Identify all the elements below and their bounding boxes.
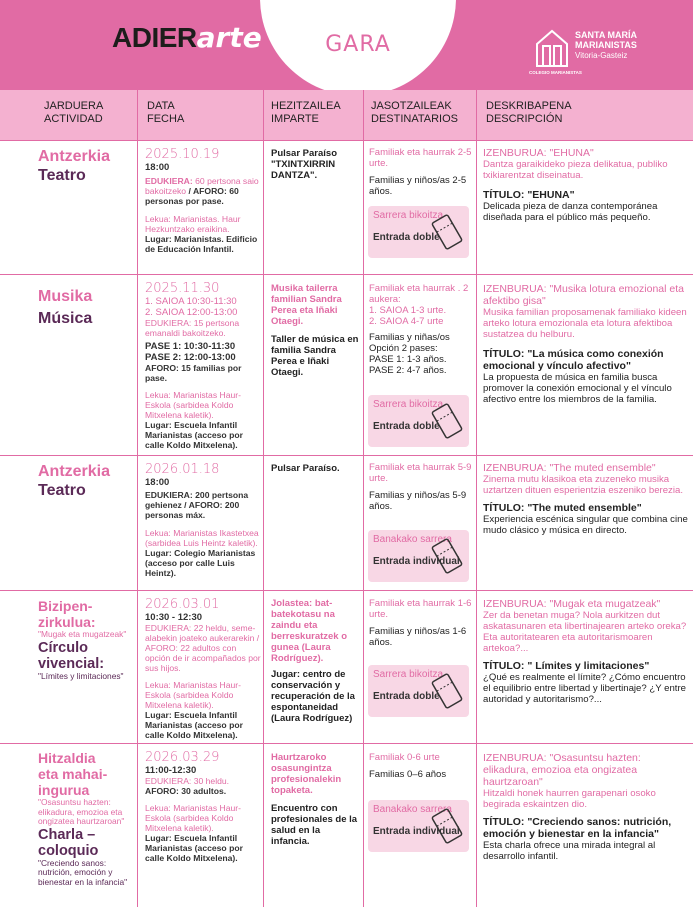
row3-ticket: Banakako sarrera Entrada individual: [368, 530, 469, 582]
row2-teacher: Musika tailerra familian Sandra Perea eta Iñaki Otaegi. Taller de música en familia Sandra Perea e Iñaki Otaegi.: [271, 283, 359, 378]
row1-recipients: Familiak eta haurrak 2-5 urte. Familias y niños/as 2-5 años.: [369, 147, 472, 197]
col-header-description: DESKRIBAPENA DESCRIPCIÓN: [486, 100, 572, 125]
row2-ticket: Sarrera bikoitza Entrada doble: [368, 395, 469, 447]
row3-teacher: Pulsar Paraíso.: [271, 463, 340, 474]
col-header-date: DATA FECHA: [147, 100, 185, 125]
row2-recipients: Familiak eta haurrak . 2 aukera: 1. SAIOA 1-3 urte. 2. SAIOA 4-7 urte Familias y niñas/os Opción 2 pases: PASE 1: 1-3 años. PASE 2: 4-7 años.: [369, 283, 469, 376]
adierarte-logo: [112, 22, 262, 54]
row3-recipients: Familiak eta haurrak 5-9 urte. Familias y niños/as 5-9 años.: [369, 462, 472, 512]
ticket-icon: [430, 673, 464, 709]
row5-recipients: Familiak 0-6 urte Familias 0–6 años: [369, 752, 447, 780]
org-line2: MARIANISTAS: [575, 40, 637, 50]
logo-right: arte: [196, 21, 262, 54]
org-line3: Vitoria-Gasteiz: [575, 51, 628, 60]
row4-activity: Bizipen- zirkulua: "Mugak eta mugatzeak" Círculo vivencial: "Límites y limitaciones": [38, 598, 127, 681]
row4-teacher: Jolastea: bat-batekotasu na zaindu eta berreskuratzek o gunea (Laura Rodríguez). Jugar: centro de conservación y recuperación de la espontaneidad (Laura Rodríguez): [271, 598, 355, 724]
row4-recipients: Familiak eta haurrak 1-6 urte. Familias y niños/as 1-6 años.: [369, 598, 472, 648]
col-divider: [363, 90, 364, 907]
ticket-icon: [430, 214, 464, 250]
row5-teacher: Haurtzaroko osasungintza profesionalekin topaketa. Encuentro con profesionales de la salud en la infancia.: [271, 752, 358, 847]
row5-date: 2026.03.29 11:00-12:30 EDUKIERA: 30 heldu. AFORO: 30 adultos. Lekua: Marianistas Haur-Eskola (sarbidea Koldo Mitxelena kaletik). Lugar: Escuela Infantil Marianistas (acceso por calle Koldo Mitxelena).: [145, 750, 243, 863]
logo-left: ADIER: [112, 22, 197, 53]
row2-description: IZENBURUA: "Musika lotura emozional eta afektibo gisa" Musika familian proposamenak familiako kideen arteko lotura emozionala eta lotura afektiboa sustatzea du helburu. TÍTULO: "La música como conexión emocional y vínculo afectivo" La propuesta de música en familia busca promover la conexión emocional y el vínculo afectivo entre los miembros de la familia.: [483, 283, 687, 405]
column-header-bar: [0, 90, 693, 140]
col-divider: [476, 90, 477, 907]
row-divider: [0, 274, 693, 275]
page-title: GARA: [325, 32, 391, 57]
row2-date: 2025.11.30 1. SAIOA 10:30-11:30 2. SAIOA 12:00-13:00 EDUKIERA: 15 pertsona emanaldi bakoitzeko. PASE 1: 10:30-11:30 PASE 2: 12:00-13:00 AFORO: 15 familias por pase. Lekua: Marianistas Haur-Eskola (sarbidea Koldo Mitxelena kaletik). Lugar: Escuela Infantil Marianistas (acceso por calle Koldo Mitxelena).: [145, 281, 243, 450]
row-divider: [0, 140, 693, 141]
col-header-recipients: JASOTZAILEAK DESTINATARIOS: [371, 100, 458, 125]
row3-activity: Antzerkia Teatro: [38, 463, 111, 499]
row4-description: IZENBURUA: "Mugak eta mugatzeak" Zer da benetan muga? Nola aurkitzen dut askatasunaren eta libertinajearen arteko oreka? Eta autoritatearen eta autoritarismoaren artekoa?... TÍTULO: " Límites y limitaciones" ¿Qué es realmente el límite? ¿Cómo encuentro el equilibrio entre libertad y libertinaje? ¿Y entre autoridad y autoritarismo?...: [483, 598, 687, 705]
row1-description: IZENBURUA: "EHUNA" Dantza garaikideko pieza delikatua, publiko txikiarentzat diseinatua. TÍTULO: "EHUNA" Delicada pieza de danza contemporánea diseñada para el público más pequeño.: [483, 147, 668, 223]
row-divider: [0, 455, 693, 456]
col-divider: [263, 90, 264, 907]
col-header-teacher: HEZITZAILEA IMPARTE: [271, 100, 341, 125]
col-header-activity: JARDUERA ACTIVIDAD: [44, 100, 104, 125]
org-small: COLEGIO MARIANISTAS: [529, 70, 582, 75]
row5-description: IZENBURUA: "Osasuntsu hazten: elikadura, emozioa eta ongizatea haurtzaroan" Hitzaldi honek haurren garapenari osoko begirada eskaintzen dio. TÍTULO: "Creciendo sanos: nutrición, emoción y bienestar en la infancia" Esta charla ofrece una mirada integral al desarrollo infantil.: [483, 752, 672, 862]
row2-activity: Musika Música: [38, 288, 93, 327]
ticket-icon: [430, 538, 464, 574]
row1-activity: Antzerkia Teatro: [38, 148, 111, 184]
row1-ticket: Sarrera bikoitza Entrada doble: [368, 206, 469, 258]
ticket-icon: [430, 808, 464, 844]
row1-teacher: Pulsar Paraíso "TXINTXIRRIN DANTZA".: [271, 148, 338, 181]
row5-activity: Hitzaldia eta mahai- ingurua "Osasuntsu hazten: elikadura, emozioa eta ongizatea haurtzaroan" Charla – coloquio "Creciendo sanos: nutrición, emoción y bienestar en la infancia": [38, 750, 128, 887]
ticket-icon: [430, 403, 464, 439]
row4-ticket: Sarrera bikoitza Entrada doble: [368, 665, 469, 717]
org-line1: SANTA MARÍA: [575, 30, 637, 40]
col-divider: [137, 90, 138, 907]
row3-description: IZENBURUA: "The muted ensemble" Zinema mutu klasikoa eta zuzeneko musika uztartzen dituen esperientzia eszeniko berezia. TÍTULO: "The muted ensemble" Experiencia escénica singular que combina cine mudo clásico y música en directo.: [483, 462, 688, 536]
row-divider: [0, 743, 693, 744]
row4-date: 2026.03.01 10:30 - 12:30 EDUKIERA: 22 heldu, seme-alabekin joateko aukerarekin / AFORO: 22 adultos con opción de ir acompañados por sus hijos. Lekua: Marianistas Haur-Eskola (sarbidea Koldo Mitxelena kaletik). Lugar: Escuela Infantil Marianistas (acceso por calle Koldo Mitxelena).: [145, 597, 261, 740]
house-logo-icon: [535, 28, 569, 68]
row1-date: 2025.10.19 18:00 EDUKIERA: 60 pertsona saio bakoitzeko / AFORO: 60 personas por pase. Lekua: Marianistas. Haur Hezkuntzako eraikina. Lugar: Marianistas. Edificio de Educación Infantil.: [145, 147, 259, 254]
row3-date: 2026.01.18 18:00 EDUKIERA: 200 pertsona gehienez / AFORO: 200 personas máx. Lekua: Marianistas Ikastetxea (sarbidea Luis Heintz kaletik). Lugar: Colegio Marianistas (acceso por calle Luis Heintz).: [145, 462, 259, 578]
row-divider: [0, 590, 693, 591]
row5-ticket: Banakako sarrera Entrada individual: [368, 800, 469, 852]
